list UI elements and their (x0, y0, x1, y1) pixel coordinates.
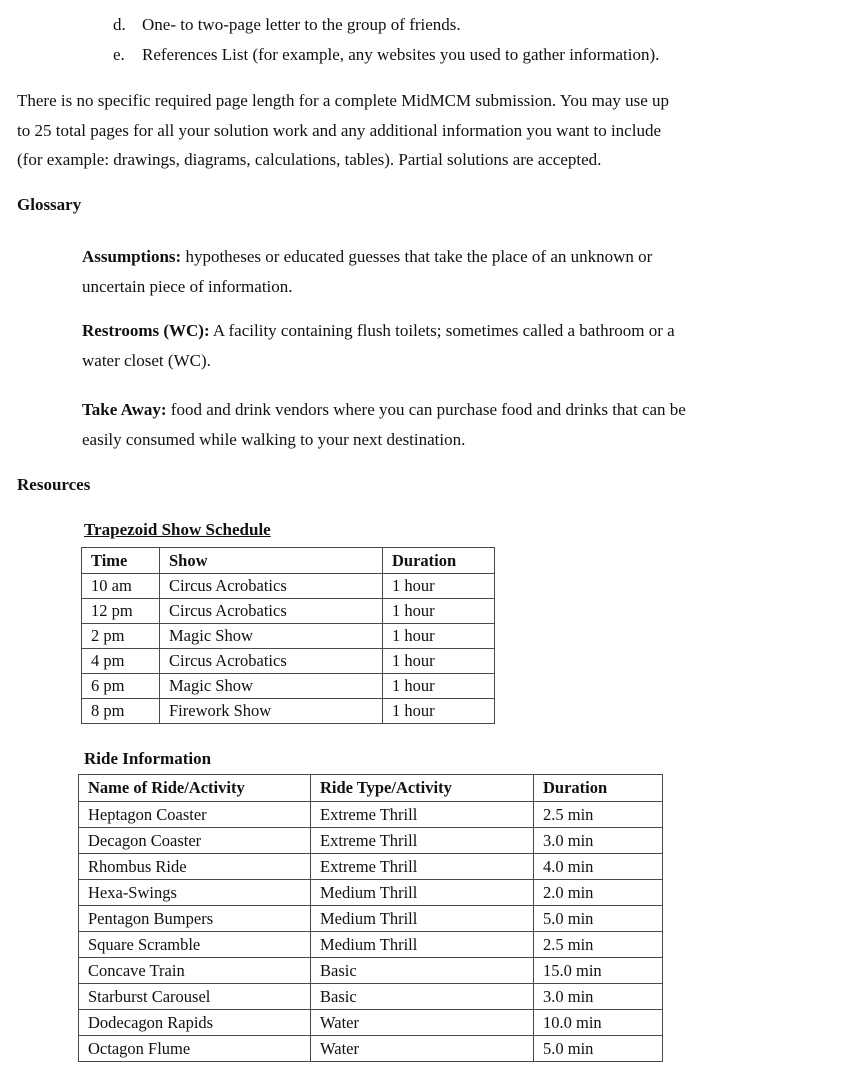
glossary-entry-line (82, 395, 842, 425)
ride-information-table (78, 774, 663, 1062)
cell-time: 10 am (82, 574, 160, 599)
glossary-entry-line: water closet (WC). (82, 350, 211, 370)
cell-ride-name: Hexa-Swings (79, 880, 311, 906)
cell-ride-name: Decagon Coaster (79, 828, 311, 854)
cell-duration: 2.5 min (534, 932, 663, 958)
cell-duration: 1 hour (383, 699, 495, 724)
cell-show: Magic Show (160, 674, 383, 699)
table-row (82, 599, 495, 624)
cell-ride-type: Medium Thrill (311, 880, 534, 906)
list-item-text: One- to two-page letter to the group of friends. (142, 15, 461, 34)
table-row (79, 906, 663, 932)
column-header-time: Time (82, 548, 160, 574)
glossary-term: Assumptions: (82, 247, 182, 266)
list-item (0, 40, 830, 70)
cell-duration: 2.5 min (534, 802, 663, 828)
glossary-entry-restrooms (82, 316, 842, 375)
cell-ride-name: Starburst Carousel (79, 984, 311, 1010)
table-row (82, 699, 495, 724)
table-row (79, 854, 663, 880)
cell-ride-name: Concave Train (79, 958, 311, 984)
cell-duration: 2.0 min (534, 880, 663, 906)
table-row (79, 1036, 663, 1062)
cell-show: Circus Acrobatics (160, 649, 383, 674)
cell-ride-name: Square Scramble (79, 932, 311, 958)
glossary-definition: A facility containing flush toilets; sometimes called a bathroom or a (209, 321, 675, 340)
glossary-entry-line (82, 316, 842, 346)
cell-duration: 3.0 min (534, 984, 663, 1010)
page-length-paragraph (17, 86, 829, 175)
cell-ride-type: Medium Thrill (311, 906, 534, 932)
cell-duration: 1 hour (383, 649, 495, 674)
cell-ride-name: Pentagon Bumpers (79, 906, 311, 932)
table-row (82, 649, 495, 674)
glossary-term: Take Away: (82, 400, 167, 419)
table-row (79, 932, 663, 958)
column-header-duration: Duration (383, 548, 495, 574)
glossary-entry-line: easily consumed while walking to your next destination. (82, 429, 466, 449)
cell-duration: 1 hour (383, 599, 495, 624)
cell-show: Firework Show (160, 699, 383, 724)
cell-time: 6 pm (82, 674, 160, 699)
cell-time: 8 pm (82, 699, 160, 724)
table-header-row (79, 775, 663, 802)
cell-duration: 10.0 min (534, 1010, 663, 1036)
cell-ride-type: Extreme Thrill (311, 828, 534, 854)
table-row (79, 984, 663, 1010)
cell-show: Circus Acrobatics (160, 574, 383, 599)
paragraph-line: to 25 total pages for all your solution work and any additional information you want to include (17, 120, 661, 140)
cell-duration: 5.0 min (534, 1036, 663, 1062)
glossary-term: Restrooms (WC): (82, 321, 210, 340)
cell-ride-type: Basic (311, 958, 534, 984)
cell-time: 2 pm (82, 624, 160, 649)
paragraph-line: (for example: drawings, diagrams, calculations, tables). Partial solutions are accepted. (17, 150, 602, 169)
cell-ride-name: Heptagon Coaster (79, 802, 311, 828)
cell-ride-name: Rhombus Ride (79, 854, 311, 880)
table-row (82, 624, 495, 649)
list-item-text: References List (for example, any websites you used to gather information). (142, 44, 660, 64)
table-header-row (82, 548, 495, 574)
cell-duration: 4.0 min (534, 854, 663, 880)
cell-ride-name: Octagon Flume (79, 1036, 311, 1062)
submission-items-list (0, 10, 830, 69)
column-header-duration: Duration (534, 775, 663, 802)
cell-time: 12 pm (82, 599, 160, 624)
cell-duration: 3.0 min (534, 828, 663, 854)
column-header-ride-name: Name of Ride/Activity (79, 775, 311, 802)
cell-time: 4 pm (82, 649, 160, 674)
table-row (79, 1010, 663, 1036)
glossary-entry-line (82, 242, 842, 272)
cell-duration: 1 hour (383, 674, 495, 699)
list-item (0, 10, 830, 40)
list-item-marker: e. (113, 44, 125, 64)
cell-duration: 1 hour (383, 624, 495, 649)
list-item-marker: d. (113, 15, 126, 34)
cell-duration: 15.0 min (534, 958, 663, 984)
column-header-ride-type: Ride Type/Activity (311, 775, 534, 802)
glossary-heading: Glossary (17, 195, 82, 214)
cell-ride-type: Extreme Thrill (311, 802, 534, 828)
resources-heading: Resources (17, 475, 91, 494)
table-row (79, 828, 663, 854)
table-row (79, 880, 663, 906)
column-header-show: Show (160, 548, 383, 574)
cell-duration: 5.0 min (534, 906, 663, 932)
table-row (79, 802, 663, 828)
glossary-entry-take-away (82, 395, 842, 454)
table-row (79, 958, 663, 984)
cell-ride-type: Water (311, 1036, 534, 1062)
cell-show: Circus Acrobatics (160, 599, 383, 624)
glossary-entry-assumptions (82, 242, 842, 301)
glossary-entry-line: uncertain piece of information. (82, 276, 293, 296)
glossary-definition: hypotheses or educated guesses that take the place of an unknown or (181, 247, 653, 266)
cell-show: Magic Show (160, 624, 383, 649)
cell-ride-type: Extreme Thrill (311, 854, 534, 880)
show-schedule-table (81, 547, 495, 724)
paragraph-line: There is no specific required page length for a complete MidMCM submission. You may use up (17, 91, 670, 110)
cell-ride-name: Dodecagon Rapids (79, 1010, 311, 1036)
table-row (82, 674, 495, 699)
cell-duration: 1 hour (383, 574, 495, 599)
glossary-definition: food and drink vendors where you can purchase food and drinks that can be (166, 400, 686, 419)
show-schedule-title: Trapezoid Show Schedule (84, 520, 271, 539)
ride-information-title: Ride Information (84, 749, 212, 768)
table-row (82, 574, 495, 599)
cell-ride-type: Basic (311, 984, 534, 1010)
cell-ride-type: Water (311, 1010, 534, 1036)
cell-ride-type: Medium Thrill (311, 932, 534, 958)
